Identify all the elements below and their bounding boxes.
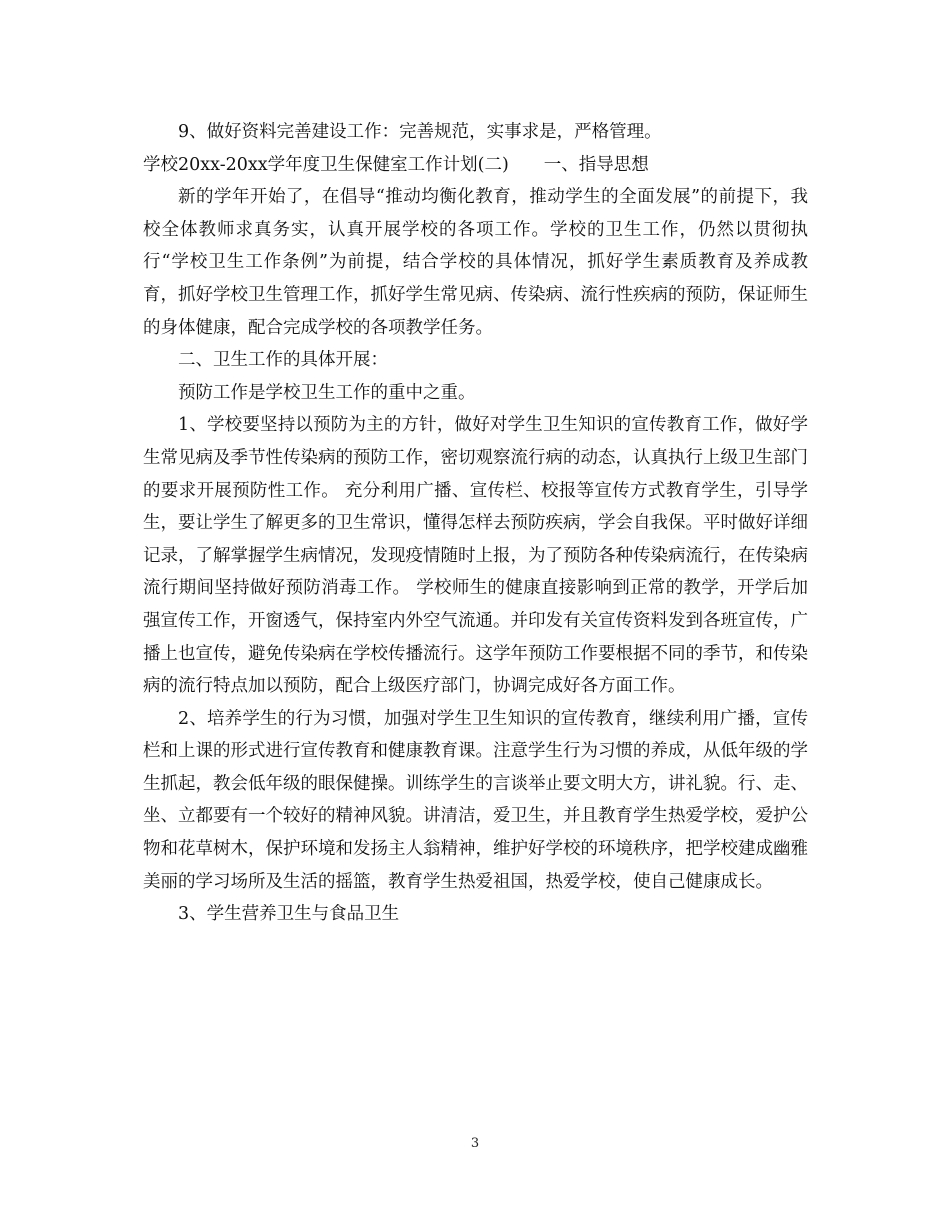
paragraph-item-2: 2、培养学生的行为习惯，加强对学生卫生知识的宣传教育，继续利用广播，宣传栏和上课的形式进行宣传教育和健康教育课。注意学生行为习惯的养成，从低年级的学生抓起，教会低年级的眼保健操。训练学生的言谈举止要文明大方，讲礼貌。行、走、坐、立都要有一个较好的精神风貌。讲清洁，爱卫生，并且教育学生热爱学校，爱护公物和花草树木，保护环境和发扬主人翁精神，维护好学校的环境秩序，把学校建成幽雅美丽的学习场所及生活的摇篮，教育学生热爱祖国，热爱学校，使自己健康成长。 — [143, 708, 808, 892]
page-number: 3 — [470, 1136, 480, 1151]
paragraph-prevention-intro: 预防工作是学校卫生工作的重中之重。 — [178, 382, 476, 403]
paragraph-item-9: 9、做好资料完善建设工作：完善规范，实事求是，严格管理。 — [178, 122, 662, 142]
document-body — [143, 116, 808, 931]
paragraph-guiding-ideology: 新的学年开始了，在倡导“推动均衡化教育，推动学生的全面发展”的前提下，我校全体教师求真务实，认真开展学校的各项工作。学校的卫生工作，仍然以贯彻执行“学校卫生工作条例”为前提，结合学校的具体情况，抓好学生素质教育及养成教育，抓好学校卫生管理工作，抓好学生常见病、传染病、流行性疾病的预防，保证师生的身体健康，配合完成学校的各项教学任务。 — [143, 187, 808, 338]
section-heading-2: 二、卫生工作的具体开展： — [178, 350, 388, 371]
plan-title-heading: 学校20xx-20xx学年度卫生保健室工作计划(二) 一、指导思想 — [143, 154, 649, 175]
paragraph-item-1: 1、学校要坚持以预防为主的方针，做好对学生卫生知识的宣传教育工作，做好学生常见病及季节性传染病的预防工作，密切观察流行病的动态，认真执行上级卫生部门的要求开展预防性工作。 充分利用广播、宣传栏、校报等宣传方式教育学生，引导学生，要让学生了解更多的卫生常识，懂得怎样去预防疾病，学会自我保。平时做好详细记录，了解掌握学生病情况，发现疫情随时上报，为了预防各种传染病流行，在传染病流行期间坚持做好预防消毒工作。 学校师生的健康直接影响到正常的教学，开学后加强宣传工作，开窗透气，保持室内外空气流通。并印发有关宣传资料发到各班宣传，广播上也宣传，避免传染病在学校传播流行。这学年预防工作要根据不同的季节，和传染病的流行特点加以预防，配合上级医疗部门，协调完成好各方面工作。 — [143, 415, 808, 697]
paragraph-item-3: 3、学生营养卫生与食品卫生 — [178, 904, 400, 925]
